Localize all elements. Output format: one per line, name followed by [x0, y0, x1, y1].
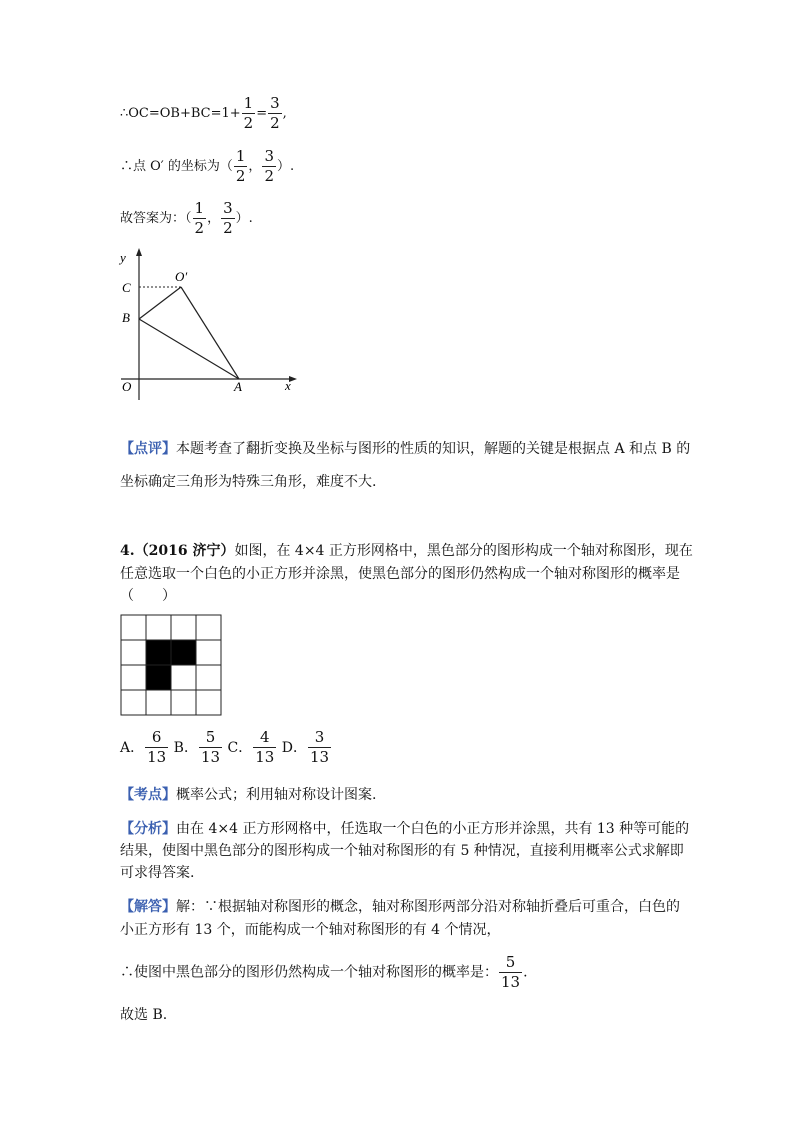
label-c: C [122, 280, 131, 295]
grid-cell-white [121, 665, 146, 690]
jieda-line-1 [120, 896, 680, 916]
denominator: 2 [194, 219, 205, 237]
option-letter: B． [173, 739, 198, 756]
label-a: A [234, 379, 242, 394]
denominator: 2 [264, 167, 274, 185]
denominator: 13 [200, 748, 221, 766]
kaodian-label: 【考点】 [120, 787, 176, 803]
denominator: 2 [243, 114, 254, 132]
line-text: ∴点 O′ 的坐标为（ [120, 159, 233, 174]
segment-b-oprime [139, 287, 181, 319]
grid-cell-white [196, 665, 221, 690]
jieda-line-2 [120, 919, 501, 939]
square-grid-figure [120, 614, 222, 716]
numerator: 1 [235, 147, 246, 165]
line-text: ∴OC=OB+BC=1+ [120, 106, 241, 121]
fraction [262, 149, 276, 184]
denominator: 2 [223, 219, 233, 237]
denominator: 13 [501, 973, 521, 991]
option-a[interactable] [120, 728, 169, 766]
fenxi-line-1 [120, 818, 689, 838]
segment-b-a [139, 319, 239, 379]
fraction [221, 201, 235, 236]
line-text: ）. [235, 211, 253, 226]
numerator: 5 [505, 953, 516, 971]
grid-cell-black [146, 640, 171, 665]
jieda-text: 小正方形有 13 个，而能构成一个轴对称图形的有 4 个情况， [120, 922, 501, 938]
fenxi-text: 结果，使图中黑色部分的图形构成一个轴对称图形的有 5 种情况，直接利用概率公式求解即 [120, 843, 684, 859]
question-number: 4.（2016 济宁） [120, 543, 235, 559]
jieda-text: 解：∵根据轴对称图形的概念，轴对称图形两部分沿对称轴折叠后可重合，白色的 [176, 899, 680, 915]
comment-line-2 [120, 471, 376, 491]
line-text: ， [207, 211, 221, 226]
numerator: 1 [194, 199, 205, 217]
solution-line-coordinate [120, 149, 294, 184]
denominator: 13 [255, 748, 275, 766]
question-text: 任意选取一个白色的小正方形并涂黑，使黑色部分的图形仍然构成一个轴对称图形的概率是 [120, 566, 680, 582]
grid-cell-black [171, 640, 196, 665]
numerator: 3 [314, 728, 325, 746]
fraction [253, 730, 276, 765]
kaodian-text: 概率公式；利用轴对称设计图案. [176, 787, 377, 803]
fraction [268, 96, 282, 131]
line-text: = [256, 106, 268, 121]
fraction [145, 730, 168, 765]
grid-cell-white [121, 690, 146, 715]
question-text: 如图，在 4×4 正方形网格中，黑色部分的图形构成一个轴对称图形，现在 [234, 543, 693, 559]
fenxi-label: 【分析】 [120, 821, 176, 837]
numerator: 3 [270, 94, 280, 112]
option-letter: C． [227, 739, 253, 756]
option-b[interactable] [173, 728, 223, 766]
grid-cell-white [121, 640, 146, 665]
conclusion-text: 故选 B. [120, 1007, 168, 1023]
denominator: 13 [147, 748, 167, 766]
comment-text: 本题考查了翻折变换及坐标与图形的性质的知识，解题的关键是根据点 A 和点 B 的 [176, 441, 691, 457]
numerator: 4 [260, 728, 270, 746]
question-text: （ ） [120, 588, 176, 604]
numerator: 3 [223, 199, 233, 217]
label-o: O [122, 379, 132, 394]
jieda-text: ∴使图中黑色部分的图形仍然构成一个轴对称图形的概率是： [120, 964, 498, 981]
answer-line [120, 201, 253, 236]
coordinate-figure [115, 248, 300, 403]
grid-cell-white [171, 690, 196, 715]
fenxi-text: 由在 4×4 正方形网格中，任选取一个白色的小正方形并涂黑，共有 13 种等可能的 [176, 821, 690, 837]
option-c[interactable] [227, 728, 278, 766]
label-y: y [120, 250, 126, 265]
grid-cell-white [196, 690, 221, 715]
fenxi-line-2 [120, 840, 684, 860]
denominator: 13 [310, 748, 330, 766]
denominator: 2 [235, 167, 246, 185]
line-text: ， [248, 159, 262, 174]
fraction [308, 730, 331, 765]
numerator: 3 [264, 147, 274, 165]
y-axis-arrow [136, 248, 142, 256]
grid-cell-white [196, 640, 221, 665]
question-4-line-3 [120, 585, 176, 605]
numerator: 1 [243, 94, 254, 112]
question-4-line-1 [120, 540, 693, 560]
grid-cell-black [146, 665, 171, 690]
line-text: ）. [276, 159, 295, 174]
grid-cell-white [171, 665, 196, 690]
fraction [193, 201, 207, 236]
label-x: x [285, 378, 291, 393]
grid-cells [121, 615, 221, 715]
answer-options [120, 730, 332, 765]
label-o-prime: O′ [175, 269, 188, 284]
option-d[interactable] [281, 728, 332, 766]
comment-text: 坐标确定三角形为特殊三角形，难度不大. [120, 474, 377, 490]
numerator: 5 [205, 728, 216, 746]
grid-cell-white [146, 690, 171, 715]
jieda-label: 【解答】 [120, 899, 176, 915]
fenxi-line-3 [120, 862, 194, 882]
conclusion-line [120, 1004, 167, 1024]
label-b: B [122, 310, 130, 325]
fraction [242, 96, 256, 131]
option-letter: D． [281, 739, 308, 756]
fraction [199, 730, 222, 765]
grid-cell-white [121, 615, 146, 640]
segment-oprime-a [181, 287, 239, 379]
comment-label: 【点评】 [120, 441, 176, 457]
solution-line-oc [120, 96, 287, 131]
option-letter: A． [120, 739, 145, 756]
grid-cell-white [146, 615, 171, 640]
question-4-line-2 [120, 563, 680, 583]
fraction [499, 955, 522, 990]
kaodian-line [120, 784, 376, 804]
line-text: , [282, 106, 287, 121]
numerator: 6 [151, 728, 162, 746]
grid-cell-white [196, 615, 221, 640]
comment-line-1 [120, 438, 690, 458]
line-text: 故答案为：（ [120, 211, 192, 226]
jieda-line-3 [120, 955, 528, 990]
jieda-text: . [523, 964, 528, 981]
fenxi-text: 可求得答案. [120, 865, 195, 881]
fraction [234, 149, 248, 184]
denominator: 2 [270, 114, 280, 132]
grid-cell-white [171, 615, 196, 640]
